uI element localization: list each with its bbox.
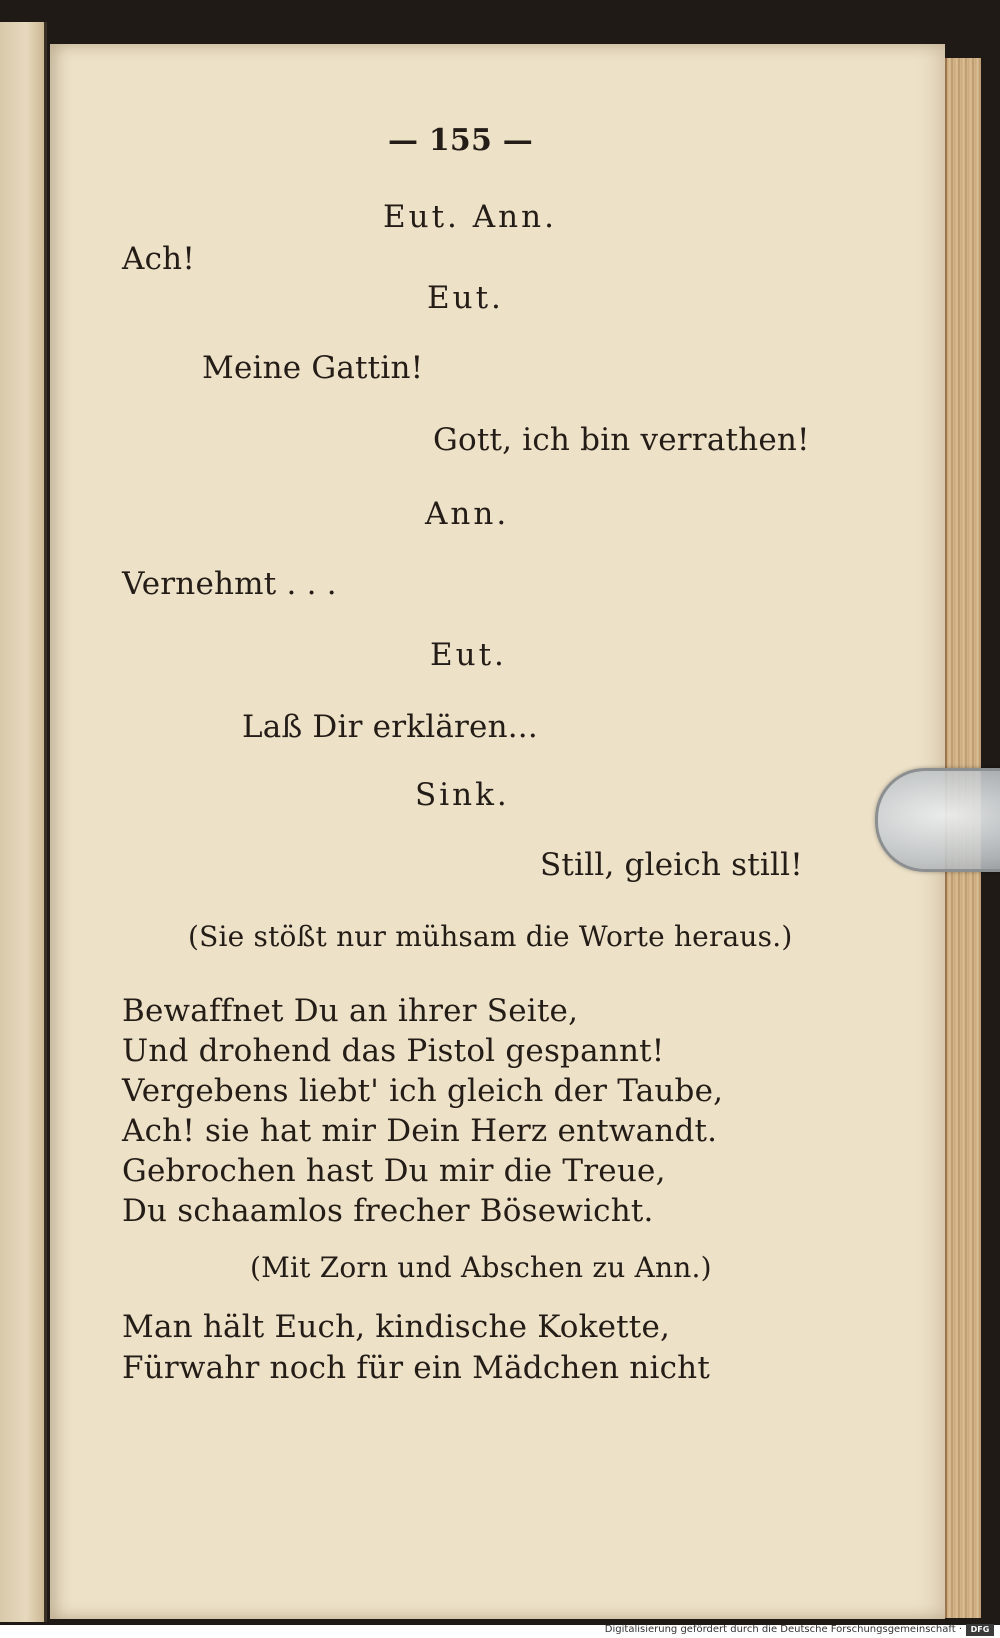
verse-line: Gebrochen hast Du mir die Treue, (122, 1153, 666, 1189)
thumb-holder (875, 768, 1000, 872)
dialogue-line: Meine Gattin! (202, 350, 424, 386)
verse-line: Ach! sie hat mir Dein Herz entwandt. (122, 1113, 718, 1149)
dialogue-line: Vernehmt . . . (122, 566, 337, 602)
verse-line: Du schaamlos frecher Bösewicht. (122, 1193, 654, 1229)
speaker-label: Sink. (415, 777, 510, 813)
dialogue-line: Laß Dir erklären... (242, 709, 538, 745)
dialogue-line: Gott, ich bin verrathen! (433, 422, 810, 458)
verse-line: Und drohend das Pistol gespannt! (122, 1033, 665, 1069)
dialogue-line: Still, gleich still! (540, 847, 803, 883)
facing-page-edge (0, 22, 47, 1622)
page-number: — 155 — (388, 123, 533, 158)
speaker-label: Eut. Ann. (383, 199, 557, 235)
stage-direction: (Sie stößt nur mühsam die Worte heraus.) (188, 920, 793, 953)
dialogue-line: Ach! (122, 241, 195, 277)
speaker-label: Eut. (430, 637, 507, 673)
verse-line: Vergebens liebt' ich gleich der Taube, (122, 1073, 724, 1109)
verse-line: Bewaffnet Du an ihrer Seite, (122, 993, 579, 1029)
speaker-label: Eut. (427, 280, 504, 316)
speaker-label: Ann. (425, 496, 510, 532)
verse-line: Man hält Euch, kindische Kokette, (122, 1309, 671, 1345)
verse-line: Fürwahr noch für ein Mädchen nicht (122, 1350, 710, 1386)
dfg-logo: DFG (966, 1624, 994, 1636)
digitization-credit: Digitalisierung gefördert durch die Deutsche Forschungsgemeinschaft · (604, 1624, 962, 1635)
stage-direction: (Mit Zorn und Abschen zu Ann.) (250, 1251, 712, 1284)
